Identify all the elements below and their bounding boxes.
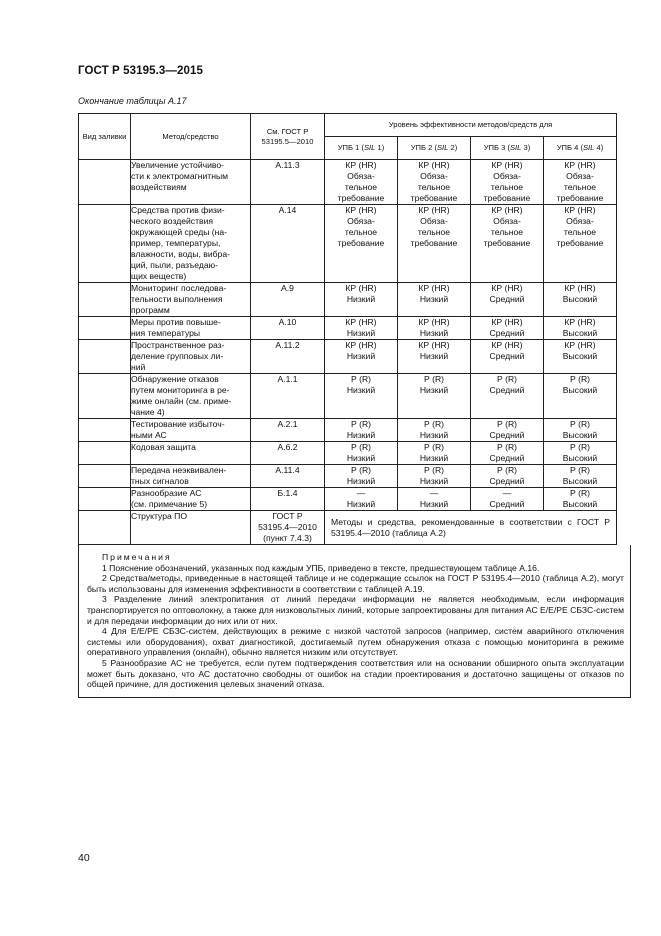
cell-level-1: КР (HR) Обяза- тельное требование — [325, 160, 398, 205]
cell-level-4: Р (R) Высокий — [544, 488, 617, 511]
cell-level-2: КР (HR) Низкий — [398, 317, 471, 340]
header-level-4: УПБ 4 (SIL 4) — [544, 137, 617, 160]
header-reference: См. ГОСТ Р 53195.5—2010 — [251, 114, 325, 160]
cell-level-1: КР (HR) Обяза- тельное требование — [325, 205, 398, 283]
cell-method: Структура ПО — [131, 511, 251, 545]
cell-method: Передача неэквивален- тных сигналов — [131, 465, 251, 488]
cell-method: Средства против физи- ческого воздействия окружающей среды (на- пример, температуры, влажности, воды, вибра- ций, пыли, разъедаю- щих веществ) — [131, 205, 251, 283]
table-row — [79, 340, 617, 374]
cell-level-2: — Низкий — [398, 488, 471, 511]
table-row — [79, 488, 617, 511]
cell-level-1: Р (R) Низкий — [325, 419, 398, 442]
table-row — [79, 511, 617, 545]
cell-level-4: Р (R) Высокий — [544, 442, 617, 465]
cell-method: Обнаружение отказов путем мониторинга в ре- жиме онлайн (см. приме- чание 4) — [131, 374, 251, 419]
cell-level-4: КР (HR) Высокий — [544, 317, 617, 340]
header-levels: Уровень эффективности методов/средств для — [325, 114, 617, 137]
cell-level-2: КР (HR) Обяза- тельное требование — [398, 160, 471, 205]
cell-level-3: КР (HR) Средний — [471, 340, 544, 374]
note-item: 4 Для E/E/PE СБЗС-систем, действующих в режиме с низкой частотой запросов (например, систем аварийного отключения системы или оборудования), охват диагностикой, достигаемый путем обнаружения отказа с помощью мониторинга в режиме оперативного управления (онлайн), обычно является низким или отсутствует. — [87, 626, 624, 658]
cell-reference: А.14 — [251, 205, 325, 283]
header-level-1: УПБ 1 (SIL 1) — [325, 137, 398, 160]
cell-level-3: КР (HR) Обяза- тельное требование — [471, 160, 544, 205]
methods-table — [78, 113, 617, 545]
cell-level-1: КР (HR) Низкий — [325, 340, 398, 374]
cell-level-1: — Низкий — [325, 488, 398, 511]
note-item: 2 Средства/методы, приведенные в настоящей таблице и не содержащие ссылок на ГОСТ Р 53195.4—2010 (таблица А.2), могут быть использованы для изменения эффективности в соответствии с таблицей А.19. — [87, 573, 624, 594]
cell-level-4: КР (HR) Высокий — [544, 283, 617, 317]
cell-reference: Б.1.4 — [251, 488, 325, 511]
cell-method: Тестирование избыточ- ными АС — [131, 419, 251, 442]
cell-type — [79, 442, 131, 465]
table-row — [79, 205, 617, 283]
cell-level-4: Р (R) Высокий — [544, 465, 617, 488]
cell-level-1: КР (HR) Низкий — [325, 283, 398, 317]
cell-reference: А.9 — [251, 283, 325, 317]
table-row — [79, 442, 617, 465]
cell-level-2: Р (R) Низкий — [398, 374, 471, 419]
cell-type — [79, 205, 131, 283]
cell-level-2: КР (HR) Обяза- тельное требование — [398, 205, 471, 283]
header-type: Вид заливки — [79, 114, 131, 160]
cell-type — [79, 317, 131, 340]
cell-level-3: КР (HR) Обяза- тельное требование — [471, 205, 544, 283]
cell-method: Разнообразие АС (см. примечание 5) — [131, 488, 251, 511]
table-row — [79, 374, 617, 419]
notes-block — [78, 545, 631, 698]
cell-level-4: Р (R) Высокий — [544, 419, 617, 442]
cell-level-2: Р (R) Низкий — [398, 442, 471, 465]
page-number: 40 — [78, 852, 90, 864]
table-row — [79, 465, 617, 488]
cell-level-2: КР (HR) Низкий — [398, 340, 471, 374]
table-row — [79, 317, 617, 340]
cell-level-3: Р (R) Средний — [471, 419, 544, 442]
document-code: ГОСТ Р 53195.3—2015 — [78, 65, 203, 77]
cell-level-1: Р (R) Низкий — [325, 374, 398, 419]
cell-level-4: КР (HR) Обяза- тельное требование — [544, 205, 617, 283]
table-container — [78, 113, 624, 698]
header-level-3: УПБ 3 (SIL 3) — [471, 137, 544, 160]
cell-reference: А.11.2 — [251, 340, 325, 374]
cell-method: Мониторинг последова- тельности выполнения программ — [131, 283, 251, 317]
cell-level-3: Р (R) Средний — [471, 465, 544, 488]
cell-merged-recommendation: Методы и средства, рекомендованные в соответствии с ГОСТ Р 53195.4—2010 (таблица А.2) — [325, 511, 617, 545]
cell-type — [79, 511, 131, 545]
cell-method: Кодовая защита — [131, 442, 251, 465]
table-row — [79, 160, 617, 205]
cell-level-4: КР (HR) Высокий — [544, 340, 617, 374]
cell-reference: А.2.1 — [251, 419, 325, 442]
cell-method: Пространственное раз- деление групповых ли- ний — [131, 340, 251, 374]
cell-level-2: Р (R) Низкий — [398, 419, 471, 442]
cell-level-2: КР (HR) Низкий — [398, 283, 471, 317]
cell-level-1: Р (R) Низкий — [325, 465, 398, 488]
table-caption: Окончание таблицы А.17 — [78, 96, 187, 106]
cell-type — [79, 340, 131, 374]
cell-type — [79, 419, 131, 442]
cell-reference: А.6.2 — [251, 442, 325, 465]
table-row — [79, 419, 617, 442]
cell-type — [79, 465, 131, 488]
cell-level-3: Р (R) Средний — [471, 442, 544, 465]
notes-heading: Примечания — [102, 552, 172, 562]
cell-level-3: КР (HR) Средний — [471, 283, 544, 317]
cell-level-1: КР (HR) Низкий — [325, 317, 398, 340]
cell-level-2: Р (R) Низкий — [398, 465, 471, 488]
cell-level-3: — Средний — [471, 488, 544, 511]
cell-level-4: Р (R) Высокий — [544, 374, 617, 419]
cell-method: Увеличение устойчиво- сти к электромагнитным воздействиям — [131, 160, 251, 205]
header-level-2: УПБ 2 (SIL 2) — [398, 137, 471, 160]
cell-reference: А.10 — [251, 317, 325, 340]
cell-reference: ГОСТ Р 53195.4—2010 (пункт 7.4.3) — [251, 511, 325, 545]
header-method: Метод/средство — [131, 114, 251, 160]
table-row — [79, 283, 617, 317]
cell-type — [79, 160, 131, 205]
cell-level-3: Р (R) Средний — [471, 374, 544, 419]
cell-method: Меры против повыше- ния температуры — [131, 317, 251, 340]
cell-level-1: Р (R) Низкий — [325, 442, 398, 465]
note-item: 3 Разделение линий электропитания от линий передачи информации не является необходимым, если информация транспортируется по оптоволокну, а также для низковольтных линий, которые запроектированы для питания АС E/E/PE СБЗС-систем и для передачи информации до них или от них. — [87, 594, 624, 626]
cell-type — [79, 488, 131, 511]
cell-level-3: КР (HR) Средний — [471, 317, 544, 340]
cell-reference: А.1.1 — [251, 374, 325, 419]
note-item: 1 Пояснение обозначений, указанных под каждым УПБ, приведено в тексте, предшествующем таблице А.16. — [102, 562, 540, 573]
note-item: 5 Разнообразие АС не требуется, если путем подтверждения соответствия или на основании обширного опыта эксплуатации может быть доказано, что АС достаточно свободны от ошибок на стадии проектирования и достаточно защищены от отказов по общей причине, для достижения целевых значений отказа. — [87, 657, 624, 690]
cell-type — [79, 374, 131, 419]
cell-type — [79, 283, 131, 317]
cell-reference: А.11.4 — [251, 465, 325, 488]
cell-reference: А.11.3 — [251, 160, 325, 205]
cell-level-4: КР (HR) Обяза- тельное требование — [544, 160, 617, 205]
